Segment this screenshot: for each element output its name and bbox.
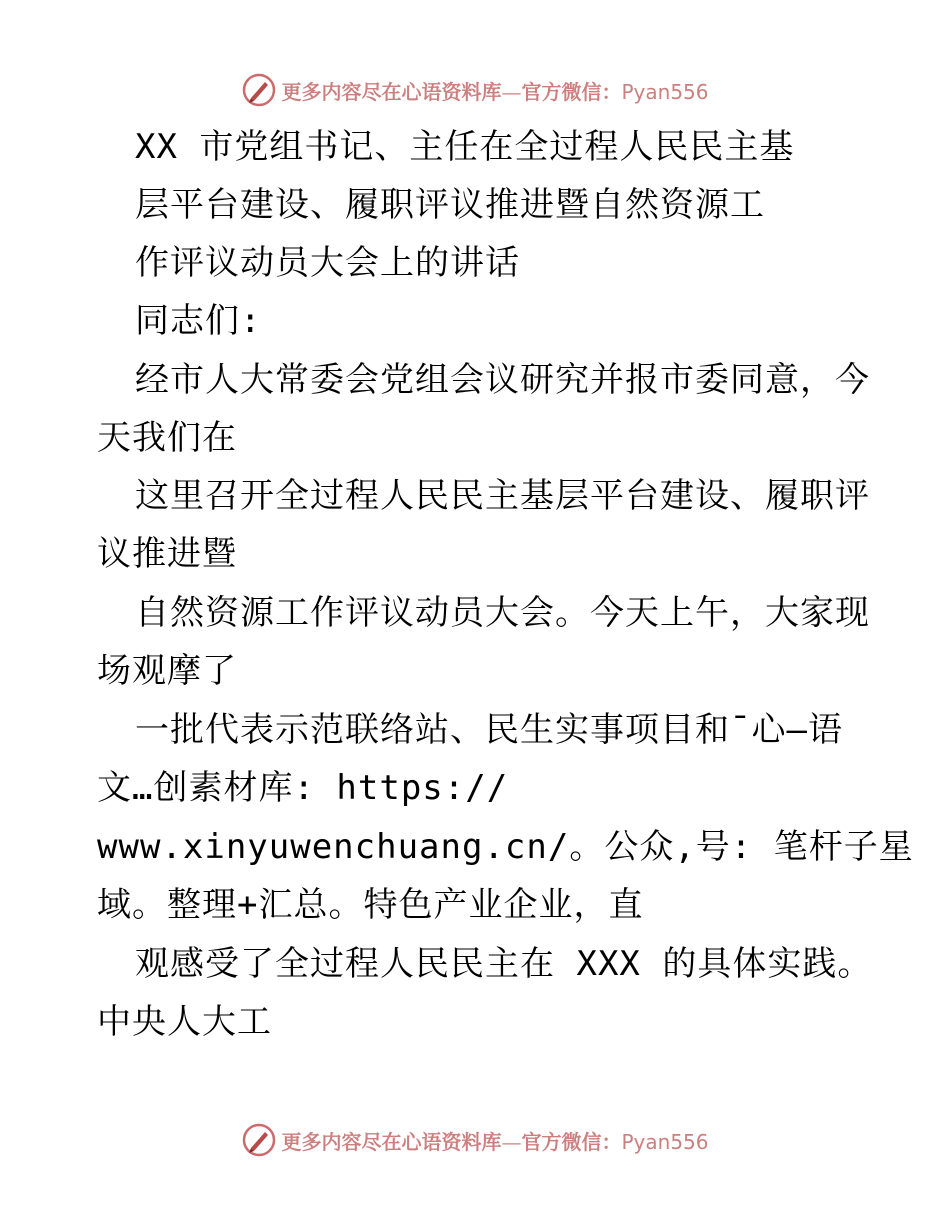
paragraph-line: 这里召开全过程人民民主基层平台建设、履职评 [135, 476, 870, 516]
paragraph-line: 议推进暨 [97, 534, 237, 574]
header-watermark-banner [0, 68, 950, 112]
paragraph-line: 一批代表示范联络站、民生实事项目和¯心—语 [135, 710, 843, 750]
title-line-1: XX 市党组书记、主任在全过程人民民主基 [135, 127, 795, 167]
banner-text: 更多内容尽在心语资料库—官方微信：Pyan556 [281, 79, 709, 104]
paragraph-line: 观感受了全过程人民民主在 XXX 的具体实践。 [135, 944, 873, 984]
paragraph-line: 文…创素材库: https:// [97, 768, 509, 808]
paragraph-line: 场观摩了 [97, 651, 237, 691]
salutation: 同志们: [135, 301, 262, 341]
pen-logo-icon [241, 72, 277, 108]
paragraph-line: 中央人大工 [97, 1002, 272, 1042]
paragraph-line: 天我们在 [97, 418, 237, 458]
pen-logo-icon [241, 1122, 277, 1158]
title-line-3: 作评议动员大会上的讲话 [135, 243, 520, 283]
footer-watermark-banner [0, 1118, 950, 1162]
paragraph-line: www.xinyuwenchuang.cn/。公众,号: 笔杆子星 [97, 827, 914, 867]
banner-text: 更多内容尽在心语资料库—官方微信：Pyan556 [281, 1129, 709, 1154]
paragraph-line: 域。整理+汇总。特色产业企业，直 [97, 885, 644, 925]
paragraph-line: 自然资源工作评议动员大会。今天上午，大家现 [135, 593, 870, 633]
title-line-2: 层平台建设、履职评议推进暨自然资源工 [135, 185, 765, 225]
paragraph-line: 经市人大常委会党组会议研究并报市委同意，今 [135, 360, 870, 400]
